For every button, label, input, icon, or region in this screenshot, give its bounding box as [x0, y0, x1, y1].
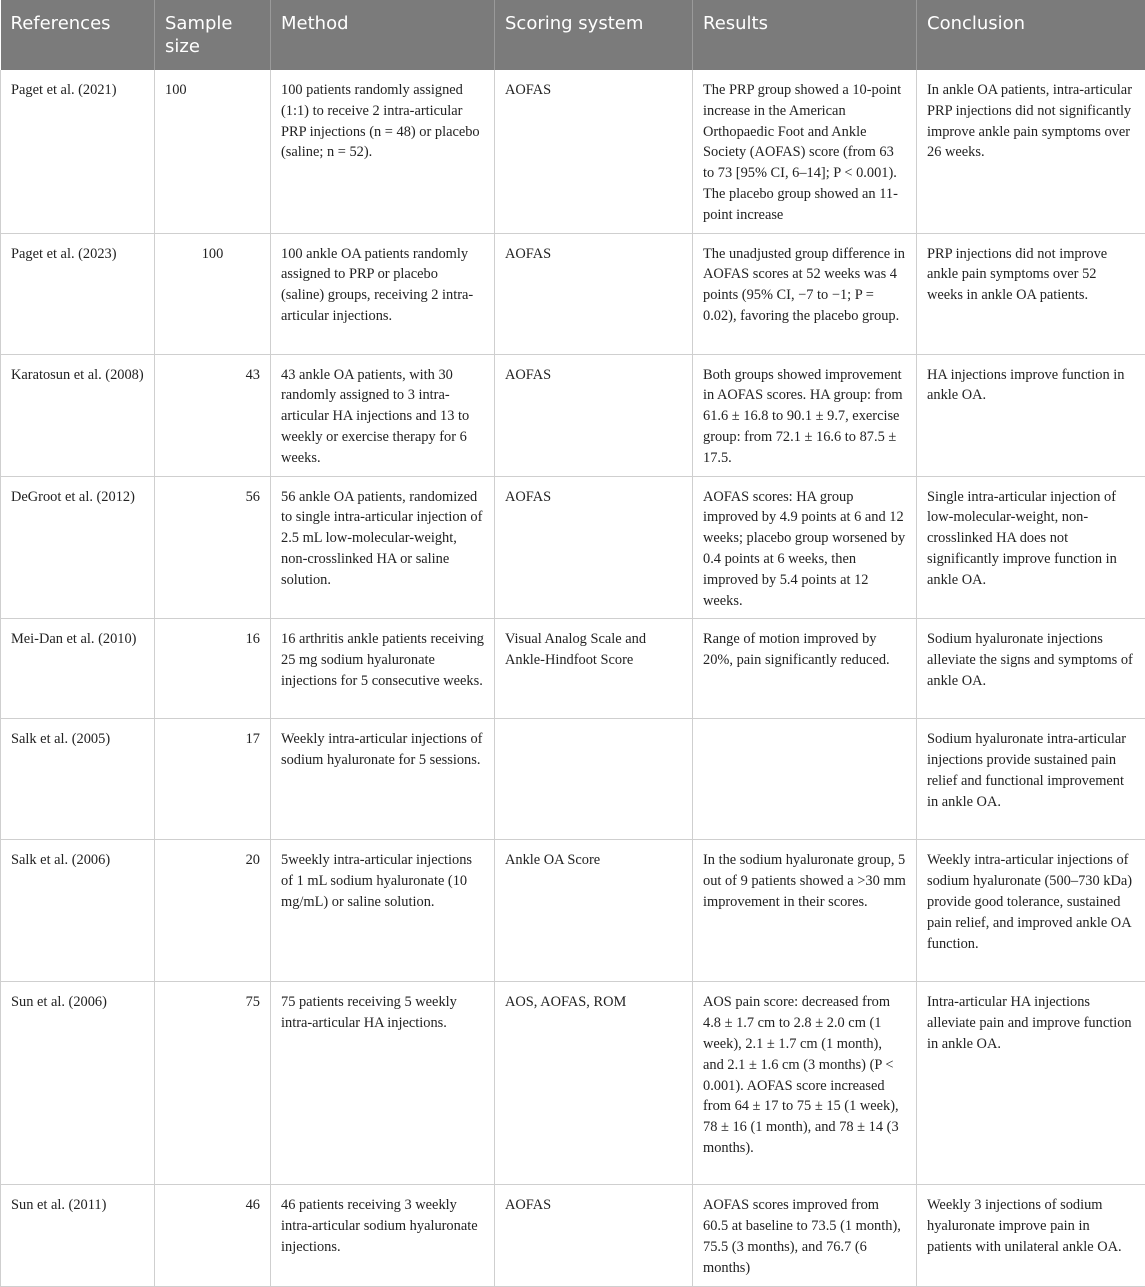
- sample-size-cell: 56: [155, 476, 271, 619]
- reference-cell: Salk et al. (2005): [1, 719, 155, 840]
- results-cell: Both groups showed improvement in AOFAS scores. HA group: from 61.6 ± 16.8 to 90.1 ± 9.7, exercise group: from 72.1 ± 16.6 to 87.5 ± 17.5.: [693, 354, 917, 476]
- table-header-row: [1, 0, 1145, 70]
- reference-cell: Sun et al. (2011): [1, 1185, 155, 1286]
- method-cell: Weekly intra-articular injections of sodium hyaluronate for 5 sessions.: [271, 719, 495, 840]
- scoring-cell: Ankle OA Score: [495, 840, 693, 982]
- sample-size-cell: 100: [155, 70, 271, 233]
- table-row: [1, 354, 1145, 476]
- scoring-cell: Visual Analog Scale and Ankle-Hindfoot Score: [495, 619, 693, 719]
- table-row: [1, 719, 1145, 840]
- scoring-cell: AOFAS: [495, 70, 693, 233]
- scoring-cell: AOFAS: [495, 476, 693, 619]
- sample-size-cell: 100: [155, 233, 271, 354]
- sample-size-cell: 20: [155, 840, 271, 982]
- sample-size-cell: 16: [155, 619, 271, 719]
- header-scoring-system: Scoring system: [495, 0, 693, 70]
- sample-size-cell: 17: [155, 719, 271, 840]
- results-cell: In the sodium hyaluronate group, 5 out of 9 patients showed a >30 mm improvement in their scores.: [693, 840, 917, 982]
- conclusion-cell: Weekly intra-articular injections of sodium hyaluronate (500–730 kDa) provide good tolerance, sustained pain relief, and improved ankle OA function.: [917, 840, 1145, 982]
- scoring-cell: AOS, AOFAS, ROM: [495, 982, 693, 1185]
- table-row: [1, 476, 1145, 619]
- method-cell: 46 patients receiving 3 weekly intra-articular sodium hyaluronate injections.: [271, 1185, 495, 1286]
- results-cell: AOFAS scores: HA group improved by 4.9 points at 6 and 12 weeks; placebo group worsened by 0.4 points at 6 weeks, then improved by 5.4 points at 12 weeks.: [693, 476, 917, 619]
- results-cell: AOFAS scores improved from 60.5 at baseline to 73.5 (1 month), 75.5 (3 months), and 76.7 (6 months): [693, 1185, 917, 1286]
- header-references: References: [1, 0, 155, 70]
- scoring-cell: [495, 719, 693, 840]
- method-cell: 16 arthritis ankle patients receiving 25 mg sodium hyaluronate injections for 5 consecutive weeks.: [271, 619, 495, 719]
- results-cell: The PRP group showed a 10-point increase in the American Orthopaedic Foot and Ankle Society (AOFAS) score (from 63 to 73 [95% CI, 6–14]; P < 0.001). The placebo group showed an 11-point increase: [693, 70, 917, 233]
- table-row: [1, 840, 1145, 982]
- method-cell: 100 ankle OA patients randomly assigned to PRP or placebo (saline) groups, receiving 2 intra-articular injections.: [271, 233, 495, 354]
- table-row: [1, 982, 1145, 1185]
- header-results: Results: [693, 0, 917, 70]
- method-cell: 100 patients randomly assigned (1:1) to receive 2 intra-articular PRP injections (n = 48) or placebo (saline; n = 52).: [271, 70, 495, 233]
- reference-cell: Paget et al. (2023): [1, 233, 155, 354]
- table-row: [1, 1185, 1145, 1286]
- results-cell: Range of motion improved by 20%, pain significantly reduced.: [693, 619, 917, 719]
- conclusion-cell: PRP injections did not improve ankle pain symptoms over 52 weeks in ankle OA patients.: [917, 233, 1145, 354]
- conclusion-cell: Single intra-articular injection of low-molecular-weight, non-crosslinked HA does not significantly improve function in ankle OA.: [917, 476, 1145, 619]
- results-cell: AOS pain score: decreased from 4.8 ± 1.7 cm to 2.8 ± 2.0 cm (1 week), 2.1 ± 1.7 cm (1 month), and 2.1 ± 1.6 cm (3 months) (P < 0.001). AOFAS score increased from 64 ± 17 to 75 ± 15 (1 week), 78 ± 16 (1 month), and 78 ± 14 (3 months).: [693, 982, 917, 1185]
- scoring-cell: AOFAS: [495, 354, 693, 476]
- method-cell: 56 ankle OA patients, randomized to single intra-articular injection of 2.5 mL low-molecular-weight, non-crosslinked HA or saline solution.: [271, 476, 495, 619]
- conclusion-cell: Sodium hyaluronate intra-articular injections provide sustained pain relief and functional improvement in ankle OA.: [917, 719, 1145, 840]
- conclusion-cell: Sodium hyaluronate injections alleviate the signs and symptoms of ankle OA.: [917, 619, 1145, 719]
- header-method: Method: [271, 0, 495, 70]
- conclusion-cell: Weekly 3 injections of sodium hyaluronate improve pain in patients with unilateral ankle OA.: [917, 1185, 1145, 1286]
- reference-cell: Karatosun et al. (2008): [1, 354, 155, 476]
- reference-cell: Mei-Dan et al. (2010): [1, 619, 155, 719]
- reference-cell: Salk et al. (2006): [1, 840, 155, 982]
- scoring-cell: AOFAS: [495, 233, 693, 354]
- table-row: [1, 619, 1145, 719]
- conclusion-cell: HA injections improve function in ankle OA.: [917, 354, 1145, 476]
- method-cell: 43 ankle OA patients, with 30 randomly assigned to 3 intra-articular HA injections and 13 to weekly or exercise therapy for 6 weeks.: [271, 354, 495, 476]
- conclusion-cell: Intra-articular HA injections alleviate pain and improve function in ankle OA.: [917, 982, 1145, 1185]
- reference-cell: DeGroot et al. (2012): [1, 476, 155, 619]
- table-row: [1, 233, 1145, 354]
- method-cell: 5weekly intra-articular injections of 1 mL sodium hyaluronate (10 mg/mL) or saline solution.: [271, 840, 495, 982]
- header-sample-size: Sample size: [155, 0, 271, 70]
- conclusion-cell: In ankle OA patients, intra-articular PRP injections did not significantly improve ankle pain symptoms over 26 weeks.: [917, 70, 1145, 233]
- reference-cell: Sun et al. (2006): [1, 982, 155, 1185]
- sample-size-cell: 43: [155, 354, 271, 476]
- results-cell: The unadjusted group difference in AOFAS scores at 52 weeks was 4 points (95% CI, −7 to −1; P = 0.02), favoring the placebo group.: [693, 233, 917, 354]
- results-cell: [693, 719, 917, 840]
- table-row: [1, 70, 1145, 233]
- header-conclusion: Conclusion: [917, 0, 1145, 70]
- sample-size-cell: 75: [155, 982, 271, 1185]
- reference-cell: Paget et al. (2021): [1, 70, 155, 233]
- method-cell: 75 patients receiving 5 weekly intra-articular HA injections.: [271, 982, 495, 1185]
- scoring-cell: AOFAS: [495, 1185, 693, 1286]
- sample-size-cell: 46: [155, 1185, 271, 1286]
